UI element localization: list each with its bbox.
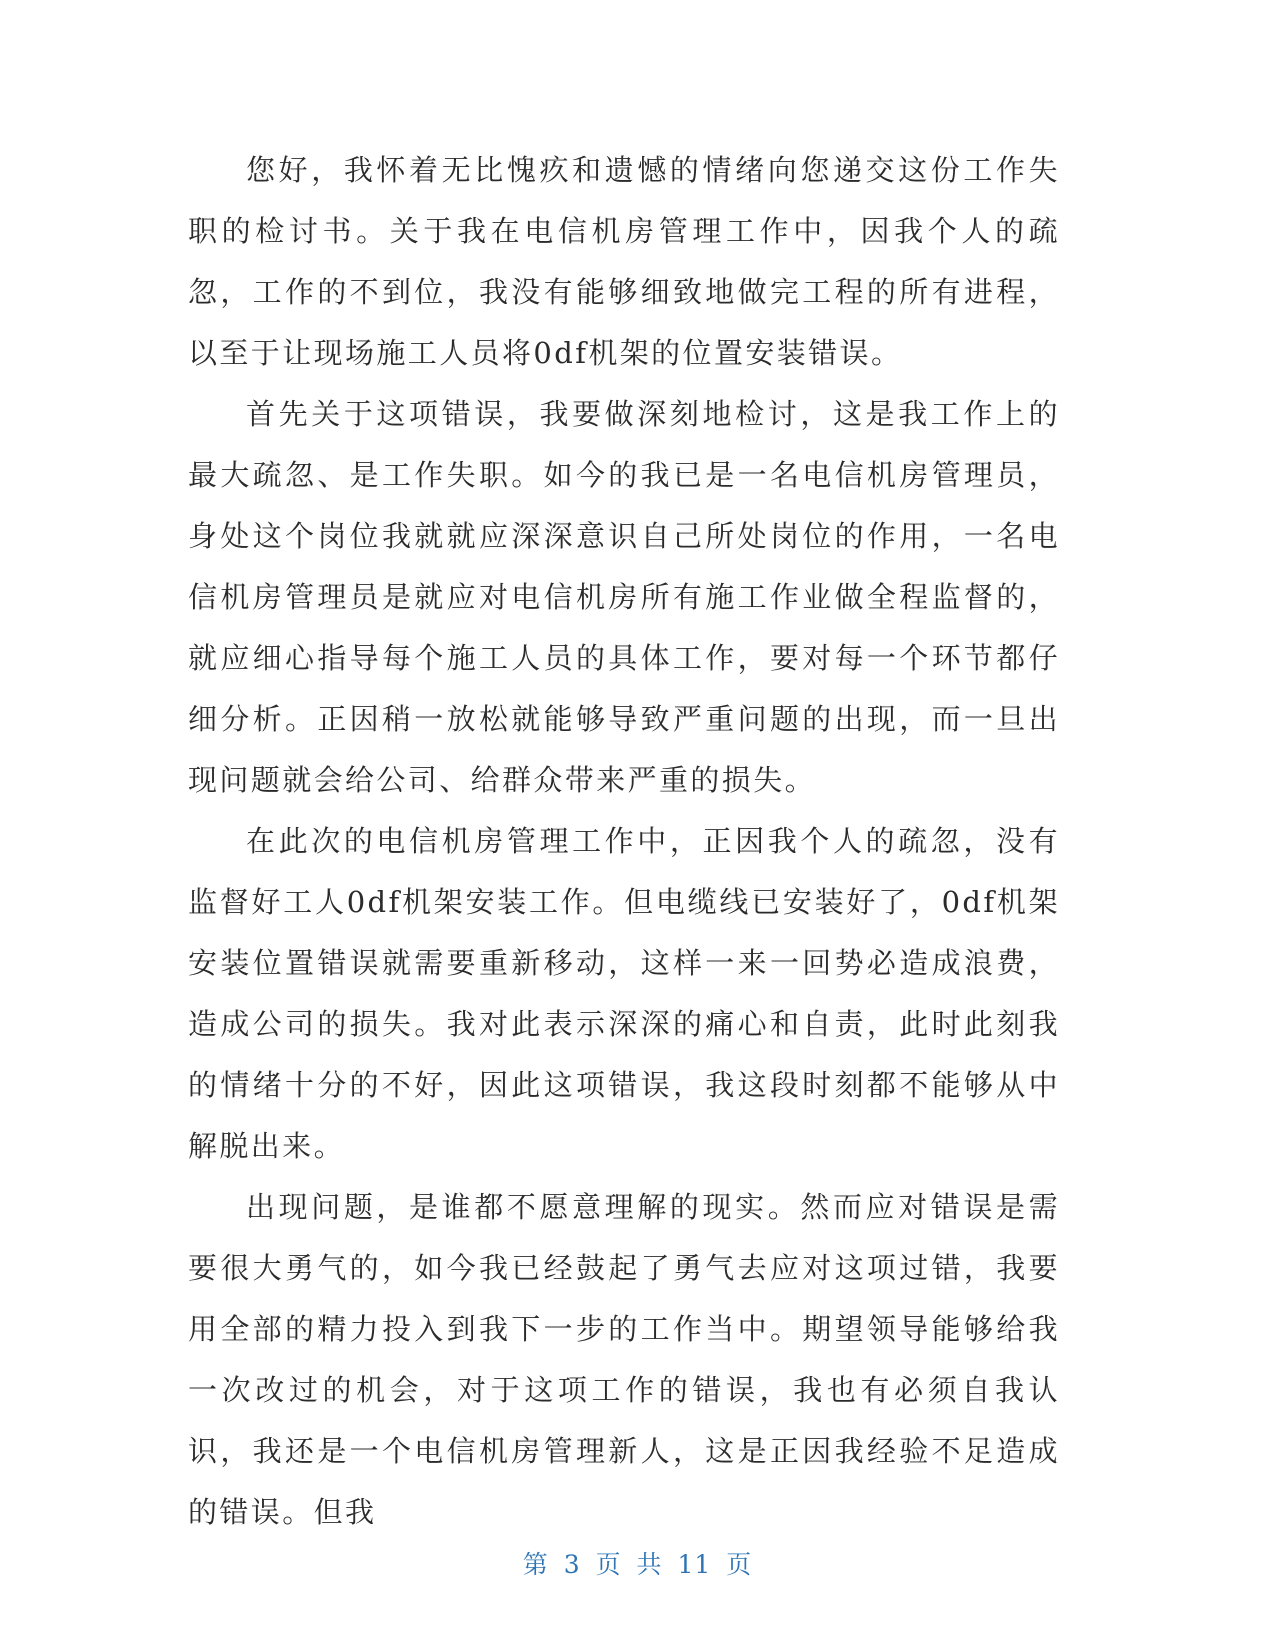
document-body [188,140,1060,1543]
page-number-footer: 第 3 页 共 11 页 [522,1550,753,1579]
paragraph-1: 您好，我怀着无比愧疚和遗憾的情绪向您递交这份工作失职的检讨书。关于我在电信机房管理工作中，因我个人的疏忽，工作的不到位，我没有能够细致地做完工程的所有进程，以至于让现场施工人员将0df机架的位置安装错误。 [188,153,1060,370]
paragraph-2: 首先关于这项错误，我要做深刻地检讨，这是我工作上的最大疏忽、是工作失职。如今的我已是一名电信机房管理员，身处这个岗位我就就应深深意识自己所处岗位的作用，一名电信机房管理员是就应对电信机房所有施工作业做全程监督的，就应细心指导每个施工人员的具体工作，要对每一个环节都仔细分析。正因稍一放松就能够导致严重问题的出现，而一旦出现问题就会给公司、给群众带来严重的损失。 [188,397,1060,797]
paragraph-4: 出现问题，是谁都不愿意理解的现实。然而应对错误是需要很大勇气的，如今我已经鼓起了勇气去应对这项过错，我要用全部的精力投入到我下一步的工作当中。期望领导能够给我一次改过的机会，对于这项工作的错误，我也有必须自我认识，我还是一个电信机房管理新人，这是正因我经验不足造成的错误。但我 [188,1190,1060,1529]
paragraph-3: 在此次的电信机房管理工作中，正因我个人的疏忽，没有监督好工人0df机架安装工作。但电缆线已安装好了，0df机架安装位置错误就需要重新移动，这样一来一回势必造成浪费，造成公司的损失。我对此表示深深的痛心和自责，此时此刻我的情绪十分的不好，因此这项错误，我这段时刻都不能够从中解脱出来。 [188,824,1060,1163]
